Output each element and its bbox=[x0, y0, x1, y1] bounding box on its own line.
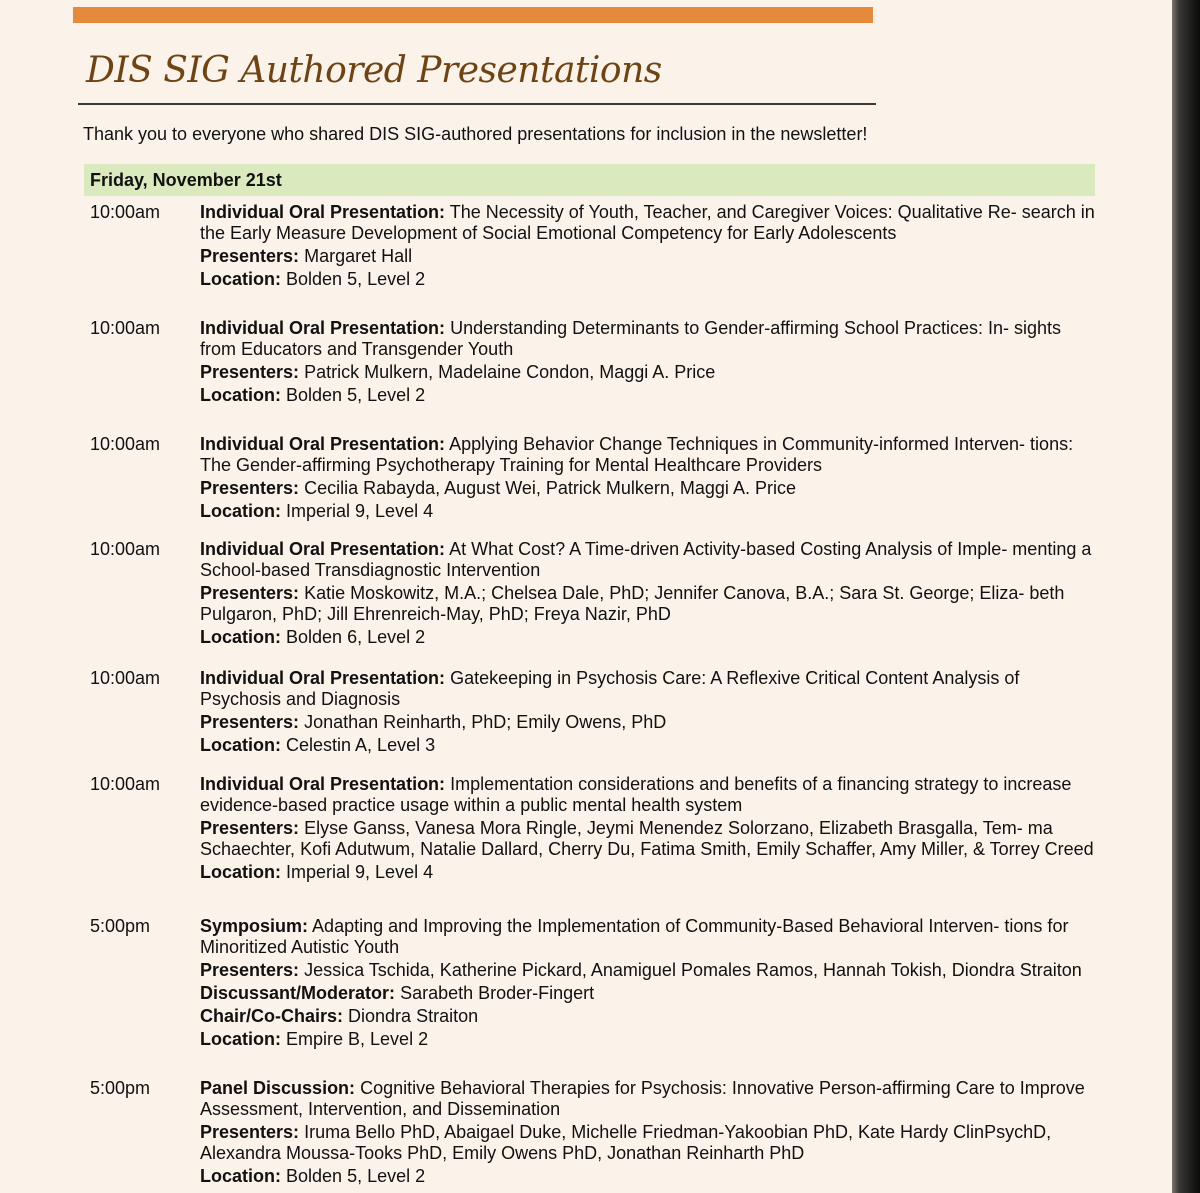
session-type-label: Individual Oral Presentation: bbox=[200, 318, 446, 338]
session-details bbox=[200, 434, 1100, 522]
session-time: 5:00pm bbox=[90, 916, 151, 936]
page-title: DIS SIG Authored Presentations bbox=[86, 50, 662, 91]
page-edge-shadow bbox=[1172, 0, 1200, 1193]
session-title: At What Cost? A Time-driven Activity-based Costing Analysis of Imple- menting a School-based Transdiagnostic Intervention bbox=[200, 539, 1092, 580]
location-line bbox=[200, 1029, 1100, 1050]
session-details bbox=[200, 668, 1100, 756]
day-header: Friday, November 21st bbox=[84, 164, 1095, 196]
presenters-line bbox=[200, 362, 1100, 383]
session-time: 5:00pm bbox=[90, 1078, 151, 1098]
presenters-label: Presenters: bbox=[200, 1122, 300, 1142]
session-details bbox=[200, 774, 1100, 883]
location-line bbox=[200, 627, 1100, 648]
session-type-label: Symposium: bbox=[200, 916, 309, 936]
presenters-line bbox=[200, 246, 1100, 267]
discussant: Sarabeth Broder-Fingert bbox=[400, 983, 595, 1003]
location-line bbox=[200, 385, 1100, 406]
presenters-line bbox=[200, 712, 1100, 733]
session-title-line bbox=[200, 318, 1100, 360]
presenters-label: Presenters: bbox=[200, 246, 300, 266]
session-title: Gatekeeping in Psychosis Care: A Reflexive Critical Content Analysis of Psychosis and Diagnosis bbox=[200, 668, 1020, 709]
location: Celestin A, Level 3 bbox=[286, 735, 436, 755]
presenters-label: Presenters: bbox=[200, 362, 300, 382]
session-title-line bbox=[200, 202, 1100, 244]
location-line bbox=[200, 1166, 1100, 1187]
discussant-line bbox=[200, 983, 1100, 1004]
location-label: Location: bbox=[200, 627, 281, 647]
session-title-line bbox=[200, 1078, 1100, 1120]
location: Imperial 9, Level 4 bbox=[286, 862, 434, 882]
session-title: Understanding Determinants to Gender-affirming School Practices: In- sights from Educators and Transgender Youth bbox=[200, 318, 1062, 359]
session-title-line bbox=[200, 539, 1100, 581]
location: Imperial 9, Level 4 bbox=[286, 501, 434, 521]
session-title-line bbox=[200, 774, 1100, 816]
presenters-label: Presenters: bbox=[200, 712, 300, 732]
presenters-line bbox=[200, 478, 1100, 499]
location: Bolden 5, Level 2 bbox=[286, 1166, 426, 1186]
location-label: Location: bbox=[200, 1166, 281, 1186]
session-time: 10:00am bbox=[90, 318, 161, 338]
presenters: Cecilia Rabayda, August Wei, Patrick Mulkern, Maggi A. Price bbox=[304, 478, 796, 498]
location-line bbox=[200, 862, 1100, 883]
session-title-line bbox=[200, 916, 1100, 958]
location-label: Location: bbox=[200, 501, 281, 521]
presenters-label: Presenters: bbox=[200, 478, 300, 498]
location-line bbox=[200, 735, 1100, 756]
session-details bbox=[200, 318, 1100, 406]
location-label: Location: bbox=[200, 1029, 281, 1049]
session-title: The Necessity of Youth, Teacher, and Caregiver Voices: Qualitative Re- search in the Early Measure Development of Social Emotional Competency for Early Adolescents bbox=[200, 202, 1095, 243]
session-time: 10:00am bbox=[90, 774, 161, 794]
session-time: 10:00am bbox=[90, 202, 161, 222]
presenters-line bbox=[200, 960, 1100, 981]
presenters: Margaret Hall bbox=[304, 246, 413, 266]
presenters-label: Presenters: bbox=[200, 960, 300, 980]
chair-label: Chair/Co-Chairs: bbox=[200, 1006, 344, 1026]
location: Bolden 6, Level 2 bbox=[286, 627, 426, 647]
session-type-label: Individual Oral Presentation: bbox=[200, 539, 446, 559]
location-label: Location: bbox=[200, 862, 281, 882]
presenters: Katie Moskowitz, M.A.; Chelsea Dale, PhD; Jennifer Canova, B.A.; Sara St. George; Eliza- beth Pulgaron, PhD; Jill Ehrenreich-May, PhD; Freya Nazir, PhD bbox=[200, 583, 1065, 624]
session-details bbox=[200, 202, 1100, 290]
session-details bbox=[200, 1078, 1100, 1187]
presenters-line bbox=[200, 583, 1100, 625]
location-label: Location: bbox=[200, 735, 281, 755]
presenters-line bbox=[200, 1122, 1100, 1164]
intro-text: Thank you to everyone who shared DIS SIG-authored presentations for inclusion in the newsletter! bbox=[83, 124, 868, 144]
presenters: Elyse Ganss, Vanesa Mora Ringle, Jeymi Menendez Solorzano, Elizabeth Brasgalla, Tem- ma Schaechter, Kofi Adutwum, Natalie Dallard, Cherry Du, Fatima Smith, Emily Schaffer, Amy Miller, & Torrey Creed bbox=[200, 818, 1094, 859]
session-type-label: Individual Oral Presentation: bbox=[200, 774, 446, 794]
session-title: Adapting and Improving the Implementation of Community-Based Behavioral Interven- tions for Minoritized Autistic Youth bbox=[200, 916, 1069, 957]
session-time: 10:00am bbox=[90, 668, 161, 688]
session-title-line bbox=[200, 434, 1100, 476]
presenters: Iruma Bello PhD, Abaigael Duke, Michelle Friedman-Yakoobian PhD, Kate Hardy ClinPsychD, Alexandra Moussa-Tooks PhD, Emily Owens PhD, Jonathan Reinharth PhD bbox=[200, 1122, 1052, 1163]
chair-line bbox=[200, 1006, 1100, 1027]
session-time: 10:00am bbox=[90, 539, 161, 559]
session-type-label: Individual Oral Presentation: bbox=[200, 202, 446, 222]
location: Bolden 5, Level 2 bbox=[286, 269, 426, 289]
session-details bbox=[200, 916, 1100, 1050]
session-title-line bbox=[200, 668, 1100, 710]
location: Empire B, Level 2 bbox=[286, 1029, 429, 1049]
session-type-label: Individual Oral Presentation: bbox=[200, 668, 446, 688]
location-line bbox=[200, 269, 1100, 290]
discussant-label: Discussant/Moderator: bbox=[200, 983, 396, 1003]
session-type-label: Individual Oral Presentation: bbox=[200, 434, 446, 454]
chair: Diondra Straiton bbox=[348, 1006, 479, 1026]
location-line bbox=[200, 501, 1100, 522]
presenters: Jonathan Reinharth, PhD; Emily Owens, PhD bbox=[304, 712, 667, 732]
session-type-label: Panel Discussion: bbox=[200, 1078, 356, 1098]
session-details bbox=[200, 539, 1100, 648]
presenters: Patrick Mulkern, Madelaine Condon, Maggi A. Price bbox=[304, 362, 716, 382]
session-title: Applying Behavior Change Techniques in Community-informed Interven- tions: The Gender-affirming Psychotherapy Training for Mental Healthcare Providers bbox=[200, 434, 1074, 475]
location-label: Location: bbox=[200, 385, 281, 405]
presenters-line bbox=[200, 818, 1100, 860]
location: Bolden 5, Level 2 bbox=[286, 385, 426, 405]
session-time: 10:00am bbox=[90, 434, 161, 454]
presenters-label: Presenters: bbox=[200, 818, 300, 838]
location-label: Location: bbox=[200, 269, 281, 289]
session-title: Implementation considerations and benefits of a financing strategy to increase evidence-based practice usage within a public mental health system bbox=[200, 774, 1072, 815]
presenters-label: Presenters: bbox=[200, 583, 300, 603]
session-title: Cognitive Behavioral Therapies for Psychosis: Innovative Person-affirming Care to Improve Assessment, Intervention, and Dissemination bbox=[200, 1078, 1085, 1119]
presenters: Jessica Tschida, Katherine Pickard, Anamiguel Pomales Ramos, Hannah Tokish, Diondra Straiton bbox=[304, 960, 1082, 980]
